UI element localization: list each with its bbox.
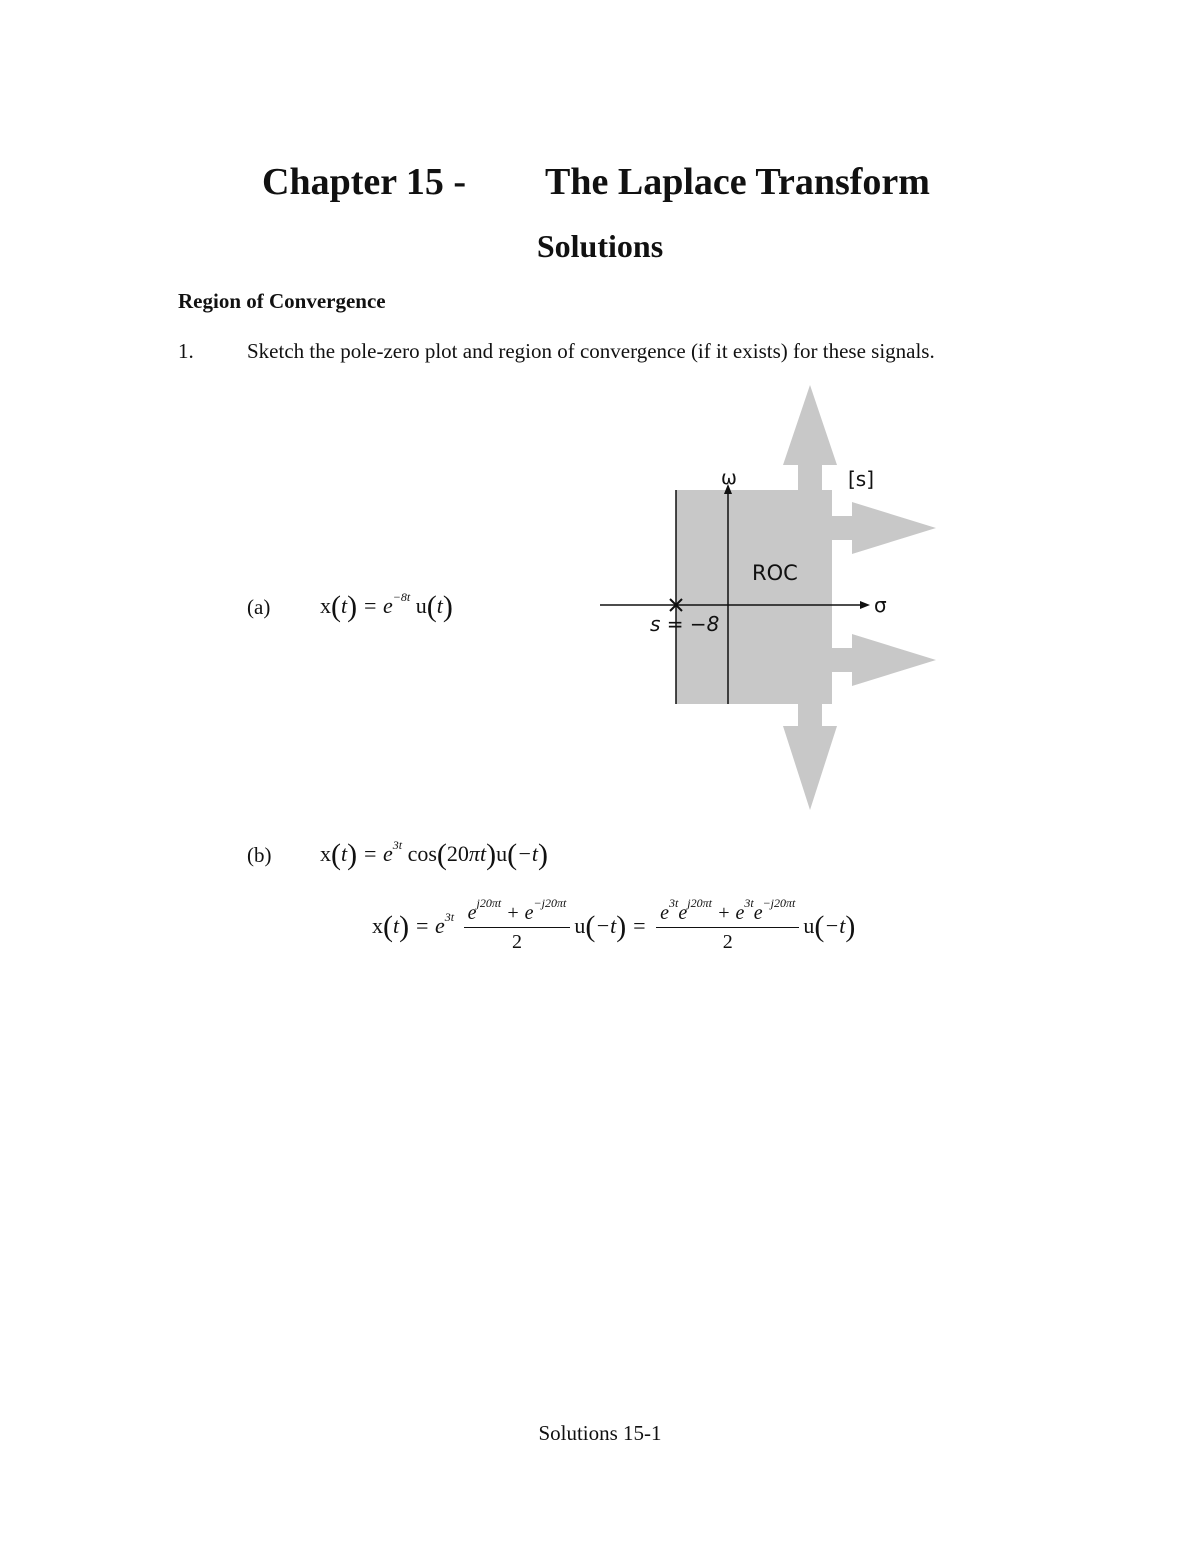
section-heading: Region of Convergence <box>178 289 386 313</box>
part-b-label: (b) <box>247 843 272 867</box>
arrow-up <box>783 385 837 492</box>
fraction-1: $\frac{e^{j20\pi t} + e^{-j20\pi t}}{2}$ <box>464 902 571 954</box>
chapter-number: Chapter 15 - <box>262 161 467 203</box>
arrow-down <box>783 702 837 810</box>
roc-region <box>676 490 832 704</box>
plane-label: [s] <box>848 467 875 491</box>
question-number: 1. <box>178 339 194 363</box>
sigma-label: σ <box>874 593 887 617</box>
equation-b-expanded: $x(t) = e^{3t}$ $\frac{e^{j20\pi t} + e^{-j20\pi t}}{2}$ u(−t) = $\frac{e^{3t}e^{j20\pi t} + e^{3t}e^{-j20\pi t}}{2}$ u(−t) <box>372 896 856 953</box>
omega-label: ω <box>721 467 737 489</box>
chapter-name: The Laplace Transform <box>545 161 930 203</box>
arrow-right-lower <box>830 634 936 686</box>
sigma-arrowhead <box>860 601 870 609</box>
page-footer: Solutions 15-1 <box>538 1421 662 1445</box>
question-text: Sketch the pole-zero plot and region of convergence (if it exists) for these signals. <box>247 339 935 363</box>
pole-label: s = −8 <box>650 612 720 636</box>
part-a-label: (a) <box>247 595 271 619</box>
equation-b: $x(t) = e^{3t}$ cos(20πt)u(−t) <box>320 838 549 871</box>
roc-label: ROC <box>752 561 798 585</box>
equation-a: $x(t) = e^{-8t}$ u(t) <box>320 590 453 623</box>
chapter-title <box>0 160 1200 210</box>
pole-zero-plot <box>590 380 950 820</box>
arrow-right-upper <box>830 502 936 554</box>
page-subtitle: Solutions <box>536 228 664 264</box>
fraction-2: $\frac{e^{3t}e^{j20\pi t} + e^{3t}e^{-j20\pi t}}{2}$ <box>656 902 799 954</box>
